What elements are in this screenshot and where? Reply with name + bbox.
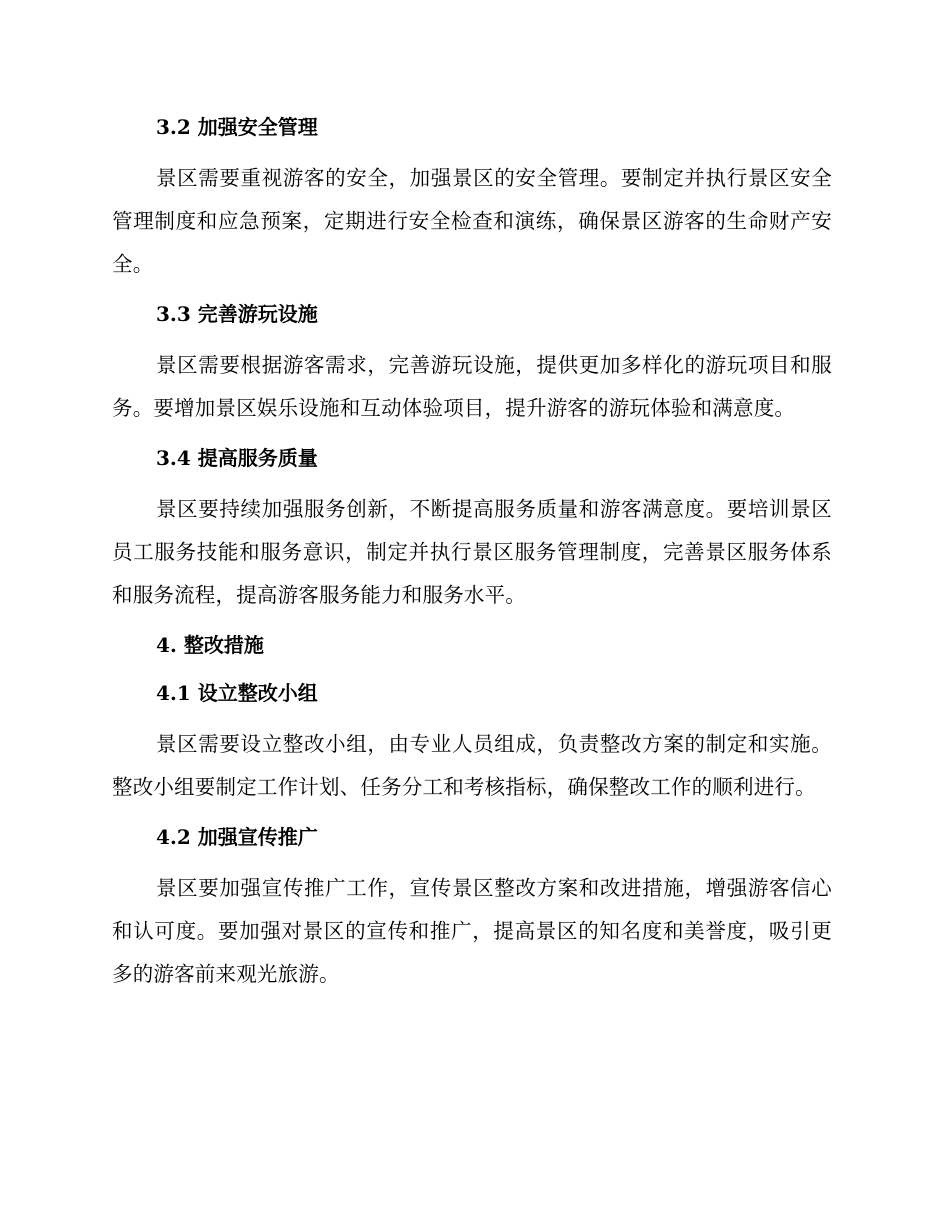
- section-paragraph-4-1: 景区需要设立整改小组，由专业人员组成，负责整改方案的制定和实施。整改小组要制定工作计划、任务分工和考核指标，确保整改工作的顺利进行。: [112, 732, 832, 799]
- section-heading-3-4: 3.4 提高服务质量: [156, 446, 318, 470]
- section-paragraph-4-2: 景区要加强宣传推广工作，宣传景区整改方案和改进措施，增强游客信心和认可度。要加强对景区的宣传和推广，提高景区的知名度和美誉度，吸引更多的游客前来观光旅游。: [112, 876, 832, 986]
- section-heading-3-2: 3.2 加强安全管理: [156, 115, 318, 139]
- section-paragraph-3-3: 景区需要根据游客需求，完善游玩设施，提供更加多样化的游玩项目和服务。要增加景区娱乐设施和互动体验项目，提升游客的游玩体验和满意度。: [112, 353, 832, 420]
- section-heading-4: 4. 整改措施: [156, 633, 264, 657]
- section-paragraph-3-4: 景区要持续加强服务创新，不断提高服务质量和游客满意度。要培训景区员工服务技能和服务意识，制定并执行景区服务管理制度，完善景区服务体系和服务流程，提高游客服务能力和服务水平。: [112, 497, 832, 607]
- section-heading-3-3: 3.3 完善游玩设施: [156, 302, 318, 326]
- section-heading-4-2: 4.2 加强宣传推广: [156, 825, 318, 849]
- section-heading-4-1: 4.1 设立整改小组: [156, 681, 318, 705]
- section-paragraph-3-2: 景区需要重视游客的安全，加强景区的安全管理。要制定并执行景区安全管理制度和应急预案，定期进行安全检查和演练，确保景区游客的生命财产安全。: [112, 166, 832, 276]
- document-body: [112, 109, 832, 1006]
